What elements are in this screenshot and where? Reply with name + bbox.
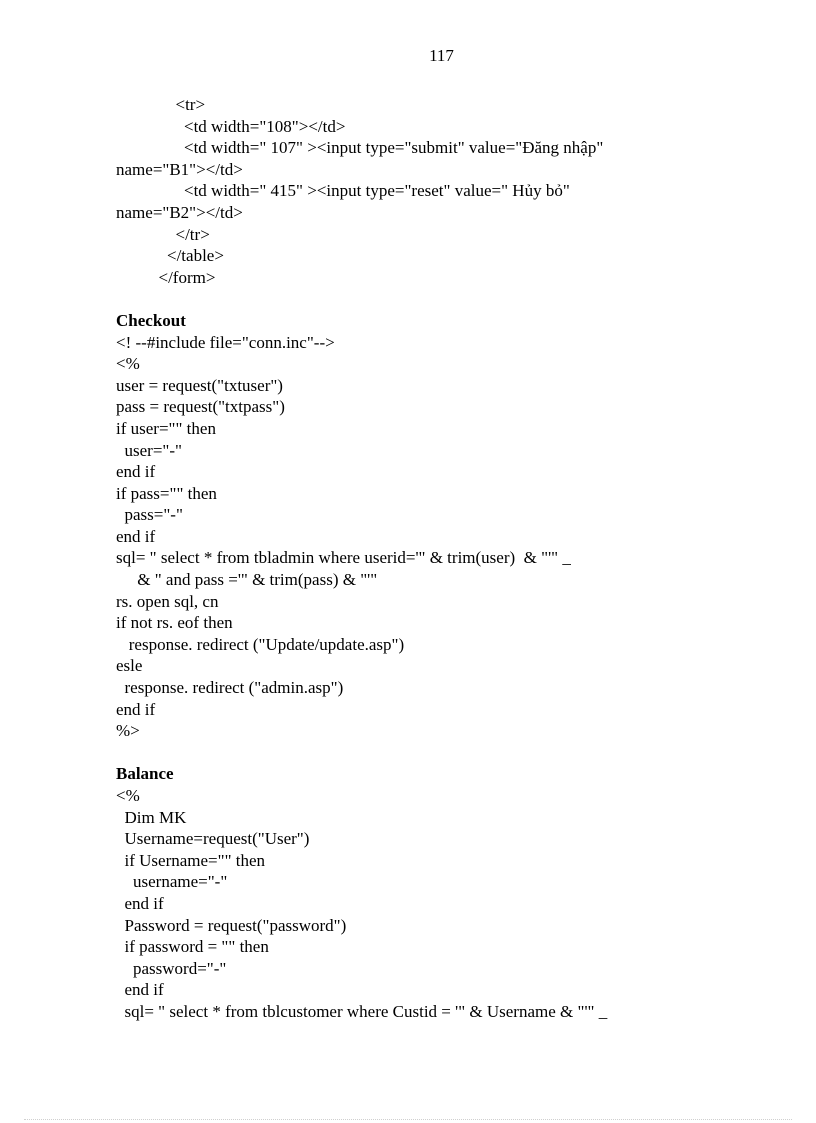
- code-line: rs. open sql, cn: [116, 591, 219, 611]
- code-line: response. redirect ("admin.asp"): [116, 678, 344, 698]
- code-line: sql= " select * from tblcustomer where Custid = '" & Username & "'" _: [116, 1001, 608, 1021]
- code-line: sql= " select * from tbladmin where userid='" & trim(user) & "'" _: [116, 548, 571, 568]
- code-line: <td width="108"></td>: [116, 116, 346, 136]
- code-line: </table>: [116, 246, 224, 266]
- code-line: if Username="" then: [116, 850, 266, 870]
- page-bottom-rule: [24, 1119, 792, 1120]
- balance-section: [116, 763, 736, 1022]
- code-line: <tr>: [116, 95, 206, 114]
- code-line: end if: [116, 526, 156, 546]
- code-line: & " and pass ='" & trim(pass) & "'": [116, 570, 378, 590]
- form-html-block: [116, 94, 736, 288]
- code-line: if not rs. eof then: [116, 613, 233, 633]
- section-title-balance: Balance: [116, 764, 174, 784]
- spacer: [116, 742, 736, 764]
- code-line: if pass="" then: [116, 483, 217, 503]
- document-body: [116, 94, 736, 1023]
- code-line: esle: [116, 656, 143, 676]
- code-line: end if: [116, 462, 156, 482]
- code-line: password="-": [116, 958, 227, 978]
- code-line: %>: [116, 721, 140, 741]
- code-line: if password = "" then: [116, 937, 269, 957]
- code-line: username="-": [116, 872, 228, 892]
- code-line: pass="-": [116, 505, 183, 525]
- code-line: Username=request("User"): [116, 829, 310, 849]
- section-title-checkout: Checkout: [116, 310, 186, 330]
- code-line: if user="" then: [116, 418, 216, 438]
- code-line: name="B2"></td>: [116, 202, 243, 222]
- code-line: Password = request("password"): [116, 915, 347, 935]
- code-line: end if: [116, 980, 164, 1000]
- code-line: response. redirect ("Update/update.asp"): [116, 634, 405, 654]
- code-line: <! --#include file="conn.inc"-->: [116, 332, 335, 352]
- spacer: [116, 288, 736, 310]
- code-line: <td width=" 415" ><input type="reset" value=" Hủy bỏ": [116, 181, 570, 201]
- code-line: </tr>: [116, 224, 210, 244]
- code-line: </form>: [116, 267, 216, 287]
- page-number: 117: [429, 46, 454, 65]
- code-line: user="-": [116, 440, 182, 460]
- code-line: <%: [116, 786, 140, 805]
- code-line: end if: [116, 699, 156, 719]
- code-line: <%: [116, 354, 140, 374]
- code-line: name="B1"></td>: [116, 159, 243, 179]
- code-line: user = request("txtuser"): [116, 375, 283, 395]
- code-line: Dim MK: [116, 807, 187, 827]
- code-line: pass = request("txtpass"): [116, 397, 285, 417]
- code-line: end if: [116, 893, 164, 913]
- checkout-section: [116, 310, 736, 742]
- code-line: <td width=" 107" ><input type="submit" value="Đăng nhập": [116, 138, 604, 158]
